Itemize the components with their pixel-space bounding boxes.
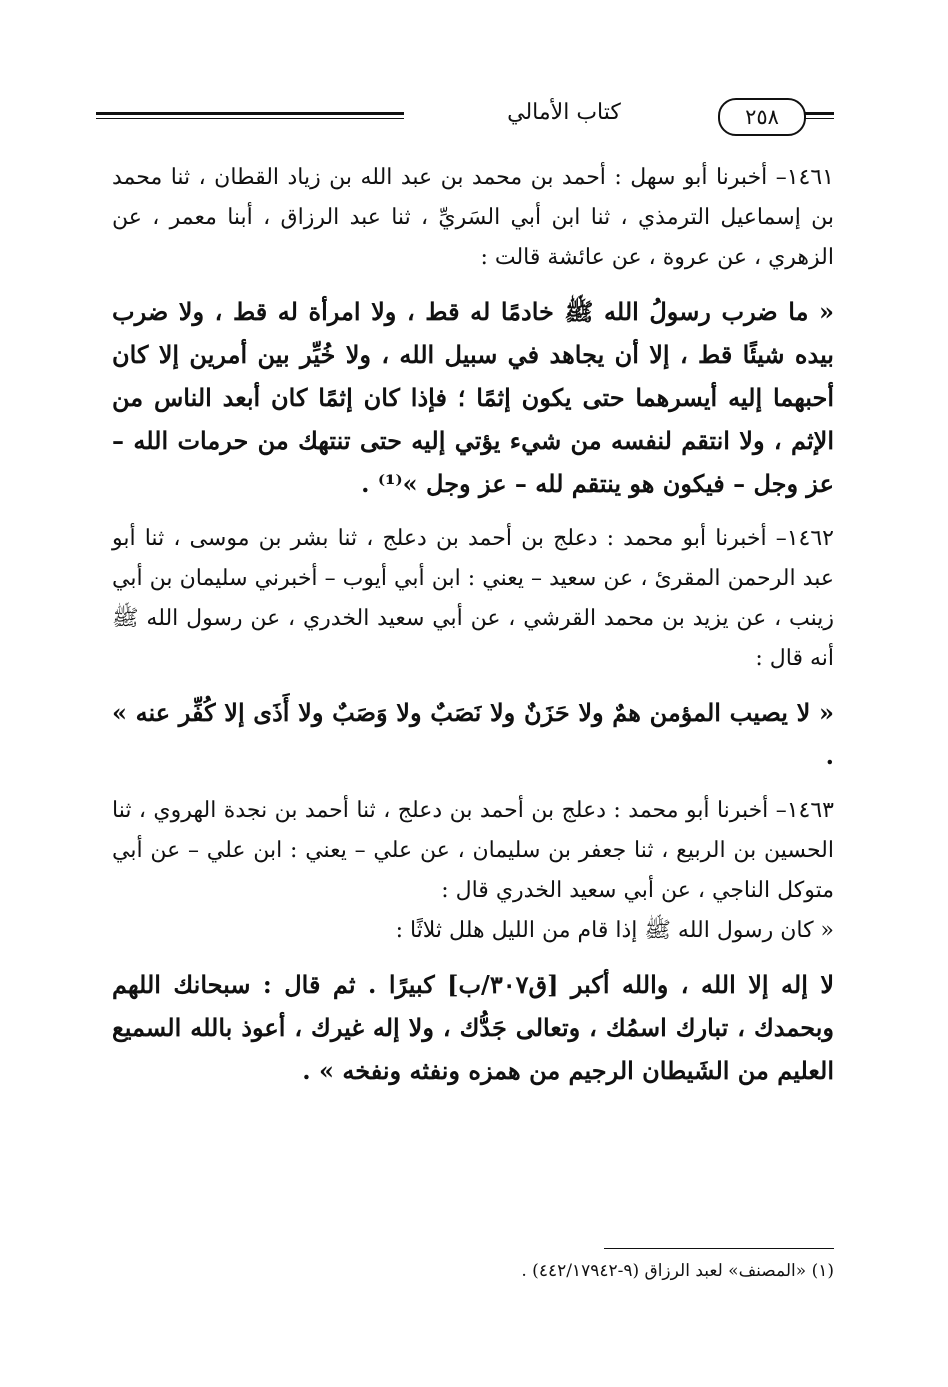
main-text [112, 158, 834, 1092]
hadith-1463-isnad: ١٤٦٣– أخبرنا أبو محمد : دعلج بن أحمد بن دعلج ، ثنا أحمد بن نجدة الهروي ، ثنا الحسين بن الربيع ، ثنا جعفر بن سليمان ، عن علي – يعني : ابن علي – عن أبي متوكل الناجي ، عن أبي سعيد الخدري قال : [112, 798, 834, 903]
running-header [96, 94, 834, 144]
hadith-1463-matn: لا إله إلا الله ، والله أكبر [ق٣٠٧/ب] كبيرًا . ثم قال : سبحانك اللهم وبحمدك ، تبارك اسمُك ، وتعالى جَدُّك ، ولا إله غيرك ، أعوذ بالله السميع العليم من الشَيطان الرجيم من همزه ونفثه ونفخه » . [112, 970, 835, 1085]
hadith-1461-matn: « ما ضرب رسولُ الله ﷺ خادمًا له قط ، ولا امرأة له قط ، ولا ضرب بيده شيئًا قط ، إلا أن يجاهد في سبيل الله ، ولا خُيِّر بين أمرين إلا كان أحبهما إليه أيسرهما حتى يكون إثمًا ؛ فإذا كان إثمًا كان أبعد الناس من الإثم ، ولا انتقم لنفسه من شيء يؤتي إليه حتى تنتهك من حرمات الله – عز وجل – فيكون هو ينتقم لله – عز وجل »⁽¹⁾ . [112, 297, 834, 498]
footnote-separator [604, 1248, 834, 1249]
hadith-1462-isnad: ١٤٦٢– أخبرنا أبو محمد : دعلج بن أحمد بن دعلج ، ثنا بشر بن موسى ، ثنا أبو عبد الرحمن المقرئ ، عن سعيد – يعني : ابن أبي أيوب – أخبرني سليمان بن أبي زينب ، عن يزيد بن محمد القرشي ، عن أبي سعيد الخدري ، عن رسول الله ﷺ أنه قال : [112, 526, 834, 671]
hadith-1463-intro: « كان رسول الله ﷺ إذا قام من الليل هلل ثلاثًا : [395, 918, 834, 943]
page-number: ٢٥٨ [718, 98, 806, 136]
hadith-1461-isnad: ١٤٦١– أخبرنا أبو سهل : أحمد بن محمد بن عبد الله بن زياد القطان ، ثنا محمد بن إسماعيل الترمذي ، ثنا ابن أبي السَريِّ ، ثنا عبد الرزاق ، أبنا معمر ، عن الزهري ، عن عروة ، عن عائشة قالت : [112, 165, 834, 270]
hadith-1462-matn: « لا يصيب المؤمن همٌ ولا حَزَنٌ ولا نَصَبٌ ولا وَصَبٌ ولا أَذَى إلا كُفِّر عنه » . [112, 698, 834, 770]
book-title: كتاب الأمالي [404, 100, 724, 125]
footnote: (١) «المصنف» لعبد الرزاق (٩-٤٤٢/١٧٩٤٢) . [521, 1261, 834, 1281]
